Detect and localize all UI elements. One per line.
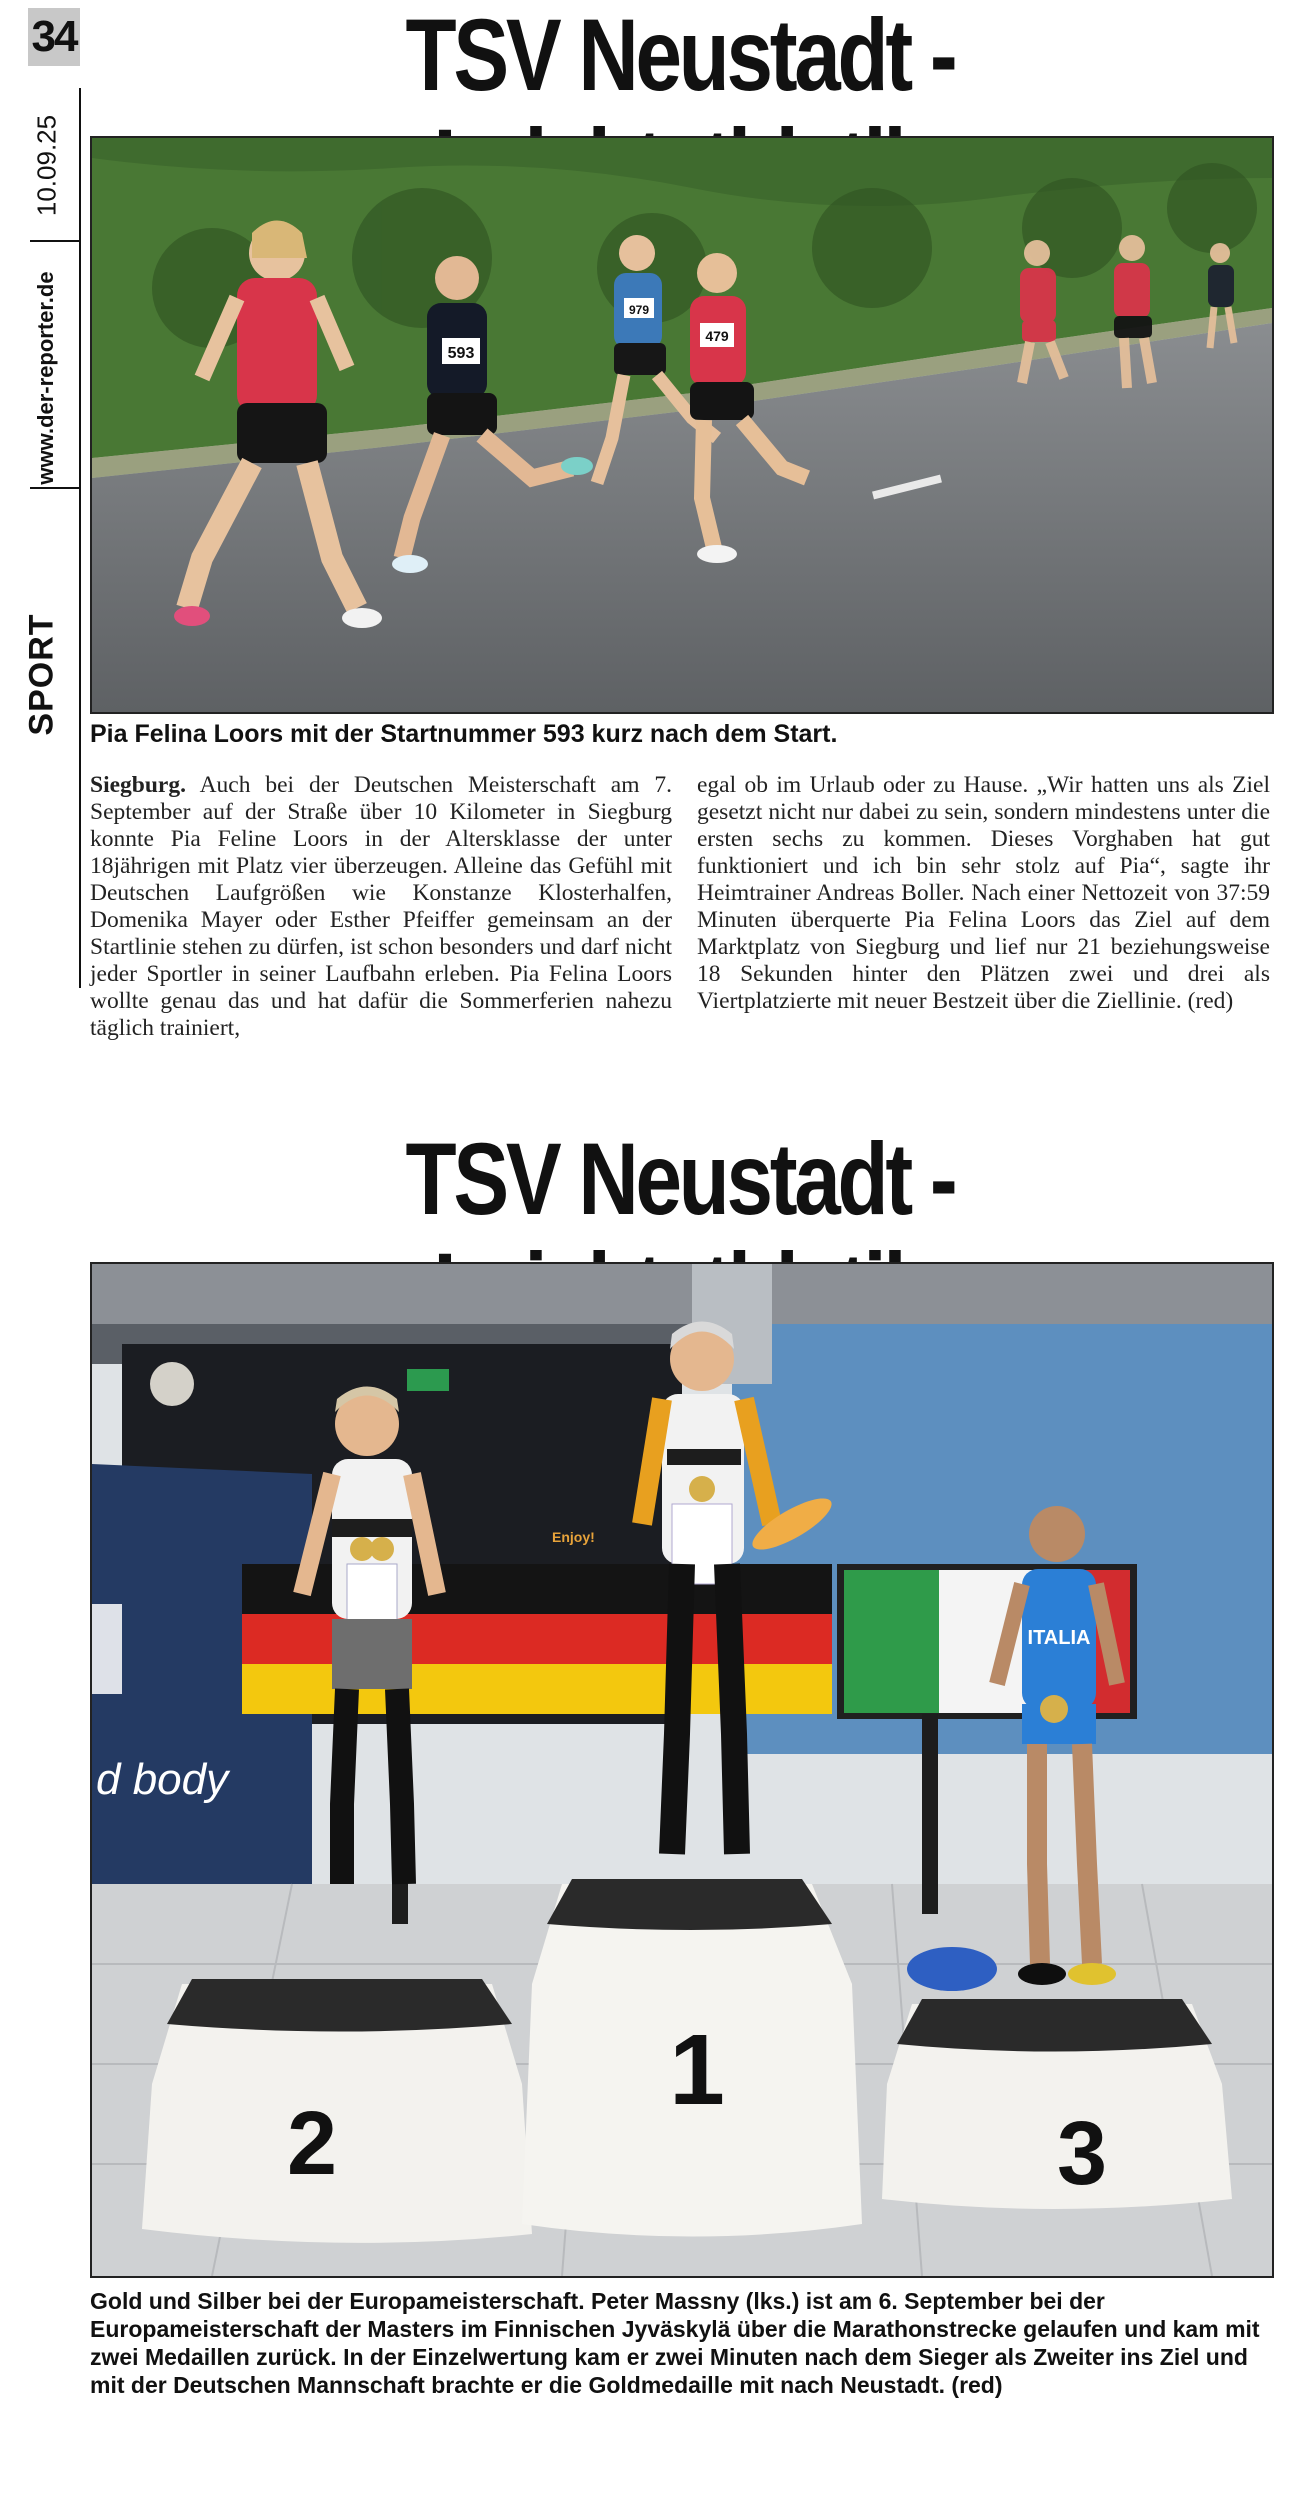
bib-479: 479 xyxy=(705,328,729,344)
podium-1 xyxy=(522,1879,862,2237)
sports-bag xyxy=(907,1947,997,1991)
article1-column-2: egal ob im Urlaub oder zu Hause. „Wir hatten uns als Ziel gesetzt nicht nur dabei zu sein, sondern mindestens unter die ersten sechs zu kommen. Dieses Vorghaben hat gut funktioniert und ich bin sehr stolz auf Pia“, sagte ihr Heimtrainer Andreas Boller. Nach einer Nettozeit von 37:59 Minuten überquerte Pia Felina Loors das Ziel auf dem Marktplatz von Siegburg und lief nur 21 beziehungsweise 18 Sekunden hinter den Plätzen zwei und drei als Viertplatzierte mit neuer Bestzeit über die Ziellinie. (red) xyxy=(697,772,1270,1014)
article1-text-1: Auch bei der Deutschen Meisterschaft am 7. September auf der Straße über 10 Kilometer in Siegburg konnte Pia Feline Loors in der Altersklasse der unter 18jährigen mit Platz vier überzeugen. Alleine das Gefühl mit Deutschen Laufgrößen wie Konstanze Klosterhalfen, Domenika Mayer oder Esther Pfeiffer gemeinsam an der Startlinie stehen zu dürfen, ist schon besonders und darf nicht jeder Sportler in seiner Laufbahn erleben. Pia Felina Loors wollte genau das und hat dafür die Sommerferien nahezu täglich trainiert, xyxy=(90,772,672,1041)
headline-1: TSV Neustadt - xyxy=(405,0,955,112)
wall-text: d body xyxy=(96,1755,229,1804)
photo-runners xyxy=(90,136,1274,714)
section-label: SPORT xyxy=(22,613,61,736)
headline-2: TSV Neustadt - xyxy=(405,1122,955,1236)
issue-date: 10.09.25 xyxy=(31,114,62,217)
article1-column-1 xyxy=(90,772,672,1042)
podium-number-3: 3 xyxy=(1056,2104,1108,2204)
sidebar-divider xyxy=(30,240,81,242)
screen-text: Enjoy! xyxy=(552,1529,595,1545)
runners-illustration xyxy=(92,138,1272,712)
bib-593: 593 xyxy=(447,345,475,362)
dateline: Siegburg. xyxy=(90,772,186,798)
photo-podium xyxy=(90,1262,1274,2278)
podium-illustration xyxy=(92,1264,1272,2276)
shirt-text: ITALIA xyxy=(1027,1627,1091,1649)
bib-979: 979 xyxy=(628,303,650,317)
photo-caption-2: Gold und Silber bei der Europameisterschaft. Peter Massny (lks.) ist am 6. September bei der Europameisterschaft der Masters im Finnischen Jyväskylä über die Marathonstrecke gelaufen und kam mit zwei Medaillen zurück. In der Einzelwertung kam er zwei Minuten nach dem Sieger als Zweiter ins Ziel und mit der Deutschen Mannschaft brachte er die Goldmedaille mit nach Neustadt. (red) xyxy=(90,2288,1260,2398)
podium-2 xyxy=(142,1979,532,2243)
sidebar-divider xyxy=(30,487,81,489)
website: www.der-reporter.de xyxy=(33,271,58,485)
podium-number-1: 1 xyxy=(669,2014,725,2126)
podium-3 xyxy=(882,1999,1232,2209)
sidebar-rule xyxy=(79,88,81,988)
photo-caption-1: Pia Felina Loors mit der Startnummer 593 kurz nach dem Start. xyxy=(90,720,838,748)
podium-number-2: 2 xyxy=(286,2094,338,2194)
sidebar xyxy=(0,0,84,1000)
page-number: 34 xyxy=(28,8,80,66)
